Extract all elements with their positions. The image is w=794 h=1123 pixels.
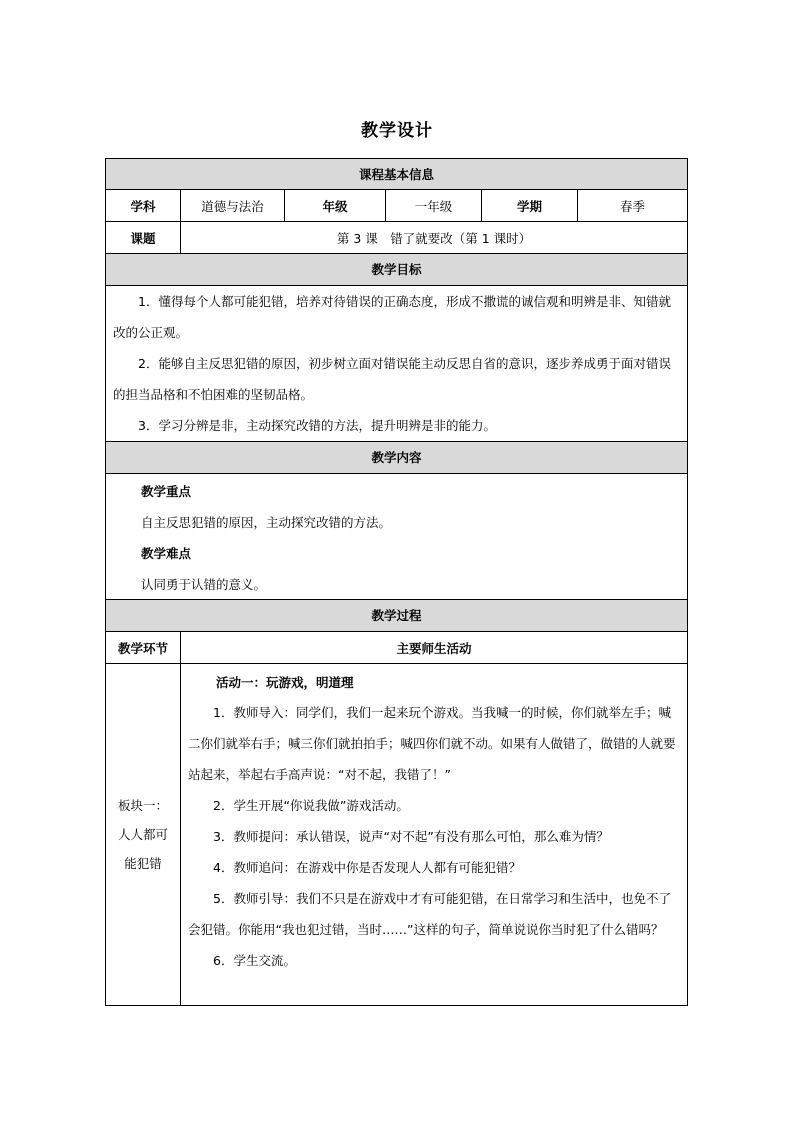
objective-item: 2．能够自主反思犯错的原因，初步树立面对错误能主动反思自省的意识，逐步养成勇于面对错误的担当品格和不怕困难的坚韧品格。 xyxy=(113,356,671,402)
activity-step: 6．学生交流。 xyxy=(213,953,296,968)
objective-item: 1．懂得每个人都可能犯错，培养对待错误的正确态度，形成不撒谎的诚信观和明辨是非、知错就改的公正观。 xyxy=(113,294,671,340)
objectives-body xyxy=(105,286,688,442)
topic-value: 第 3 课 错了就要改（第 1 课时） xyxy=(336,230,532,246)
activity-step: 2．学生开展“你说我做”游戏活动。 xyxy=(213,798,409,813)
subject-label: 学科 xyxy=(106,190,181,221)
basic-info-row xyxy=(105,190,688,222)
activity-content xyxy=(181,664,687,1005)
term-label: 学期 xyxy=(482,190,578,221)
term-value: 春季 xyxy=(619,198,645,214)
activity-title: 活动一：玩游戏，明道理 xyxy=(216,675,354,690)
lesson-plan-table xyxy=(105,158,688,1006)
activity-column-header: 主要师生活动 xyxy=(396,640,472,656)
activity-step: 5．教师引导：我们不只是在游戏中才有可能犯错，在日常学习和生活中，也免不了会犯错。你能用“我也犯过错，当时……”这样的句子，简单说说你当时犯了什么错吗？ xyxy=(188,891,671,937)
objective-item: 3．学习分辨是非，主动探究改错的方法，提升明辨是非的能力。 xyxy=(138,418,496,433)
activity-step: 3．教师提问：承认错误，说声“对不起”有没有那么可怕，那么难为情？ xyxy=(213,829,609,844)
topic-label: 课题 xyxy=(106,222,181,253)
difficulty-text: 认同勇于认错的意义。 xyxy=(141,577,267,592)
content-body xyxy=(105,474,688,600)
objectives-header: 教学目标 xyxy=(105,254,688,286)
basic-info-header: 课程基本信息 xyxy=(105,158,688,190)
document-title: 教学设计 xyxy=(361,121,433,141)
stage-column-header: 教学环节 xyxy=(106,632,181,663)
content-header: 教学内容 xyxy=(105,442,688,474)
key-points-text: 自主反思犯错的原因，主动探究改错的方法。 xyxy=(141,515,392,530)
difficulty-label: 教学难点 xyxy=(141,546,192,561)
subject-value: 道德与法治 xyxy=(181,190,285,221)
activity-step: 4．教师追问：在游戏中你是否发现人人都有可能犯错？ xyxy=(213,860,521,875)
key-points-label: 教学重点 xyxy=(141,484,192,499)
activity-step: 1．教师导入：同学们，我们一起来玩个游戏。当我喊一的时候，你们就举左手；喊二你们就举右手；喊三你们就拍拍手；喊四你们就不动。如果有人做错了，做错的人就要站起来，举起右手高声说：“对不起，我错了！” xyxy=(188,705,676,782)
grade-value: 一年级 xyxy=(386,190,482,221)
process-stage-row xyxy=(105,664,688,1006)
grade-label: 年级 xyxy=(285,190,386,221)
process-columns-row xyxy=(105,632,688,664)
stage-name: 板块一：人人都可能犯错 xyxy=(106,664,181,1005)
topic-row xyxy=(105,222,688,254)
process-header: 教学过程 xyxy=(105,600,688,632)
